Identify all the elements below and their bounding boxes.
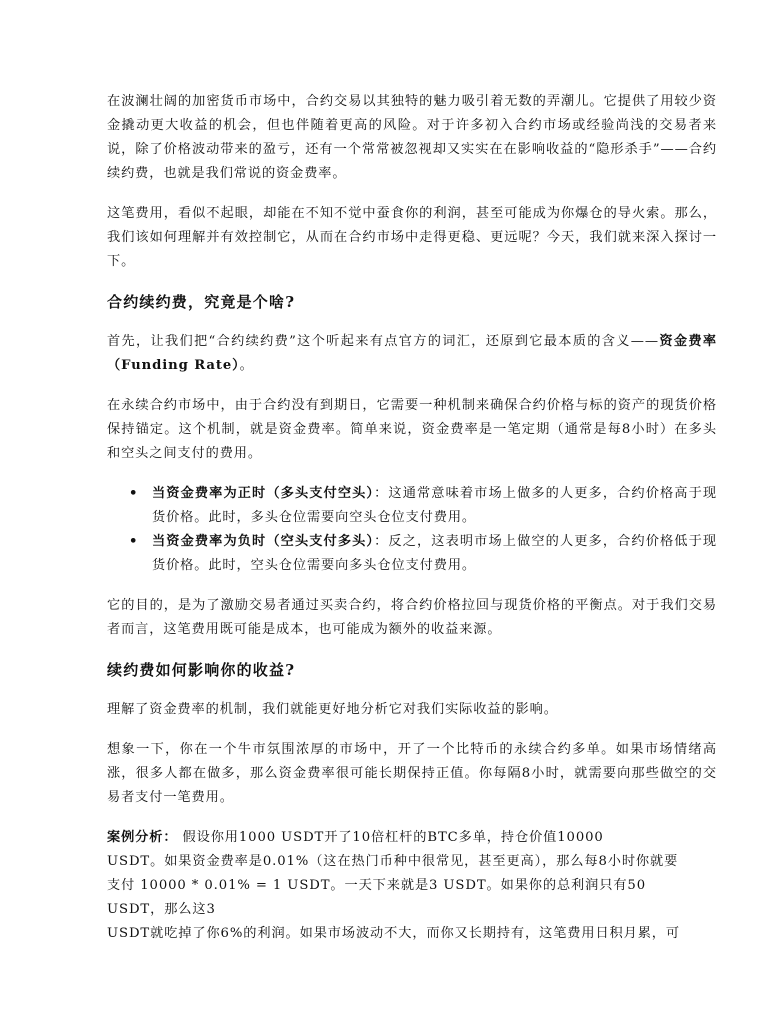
case-study-label: 案例分析： bbox=[107, 830, 178, 845]
scenario-paragraph: 想象一下，你在一个牛市氛围浓厚的市场中，开了一个比特币的永续合约多单。如果市场情绪高涨，很多人都在做多，那么资金费率很可能长期保持正值。你每隔8小时，就需要向那些做空的交易者支付一笔费用。 bbox=[107, 742, 717, 805]
bullet-text: ：这通常意味着市场上做多的人更多，合约价格高于现货价格。此时，多头仓位需要向空头仓位支付费用。 bbox=[152, 486, 717, 525]
case-line: 假设你用1000 USDT开了10倍杠杆的BTC多单，持仓价值10000 bbox=[182, 830, 604, 845]
bullet-icon: • bbox=[129, 534, 139, 549]
case-line: USDT，那么这3 bbox=[107, 902, 216, 917]
bullet-bold-text: 当资金费率为正时（多头支付空头） bbox=[152, 486, 375, 501]
intro-paragraph-2: 这笔费用，看似不起眼，却能在不知不觉中蚕食你的利润，甚至可能成为你爆仓的导火索。那么，我们该如何理解并有效控制它，从而在合约市场中走得更稳、更远呢？今天，我们就来深入探讨一下。 bbox=[107, 206, 717, 269]
case-study-paragraph bbox=[107, 826, 717, 946]
definition-end: 。 bbox=[239, 358, 254, 373]
bullet-icon: • bbox=[129, 486, 139, 501]
bullet-text: ：反之，这表明市场上做空的人更多，合约价格低于现货价格。此时，空头仓位需要向多头仓位支付费用。 bbox=[152, 534, 717, 573]
section-heading-impact: 续约费如何影响你的收益? bbox=[107, 661, 296, 679]
intro-paragraph: 在波澜壮阔的加密货币市场中，合约交易以其独特的魅力吸引着无数的弄潮儿。它提供了用较少资金撬动更大收益的机会，但也伴随着更高的风险。对于许多初入合约市场或经验尚浅的交易者来说，除了价格波动带来的盈亏，还有一个常常被忽视却又实实在在影响收益的“隐形杀手”——合约续约费，也就是我们常说的资金费率。 bbox=[107, 94, 717, 181]
case-line: 支付 10000 * 0.01% = 1 USDT。一天下来就是3 USDT。如果你的总利润只有50 bbox=[107, 878, 646, 893]
list-item bbox=[107, 530, 717, 578]
funding-rate-bullet-list bbox=[107, 482, 717, 578]
definition-paragraph bbox=[107, 330, 717, 378]
case-line: USDT。如果资金费率是0.01%（这在热门币种中很常见，甚至更高），那么每8小时你就要 bbox=[107, 854, 679, 869]
case-line: USDT就吃掉了你6%的利润。如果市场波动不大，而你又长期持有，这笔费用日积月累，可 bbox=[107, 926, 680, 941]
article-body bbox=[107, 90, 717, 946]
purpose-paragraph: 它的目的，是为了激励交易者通过买卖合约，将合约价格拉回与现货价格的平衡点。对于我们交易者而言，这笔费用既可能是成本，也可能成为额外的收益来源。 bbox=[107, 598, 717, 637]
list-item bbox=[107, 482, 717, 530]
section-heading-funding-rate: 合约续约费，究竟是个啥? bbox=[107, 293, 296, 311]
funding-rate-term: 资金费率（Funding Rate） bbox=[107, 334, 717, 373]
mechanism-paragraph: 在永续合约市场中，由于合约没有到期日，它需要一种机制来确保合约价格与标的资产的现货价格保持锚定。这个机制，就是资金费率。简单来说，资金费率是一笔定期（通常是每8小时）在多头和空头之间支付的费用。 bbox=[107, 398, 717, 461]
definition-text: 首先，让我们把“合约续约费”这个听起来有点官方的词汇，还原到它最本质的含义—— bbox=[107, 334, 659, 349]
impact-paragraph: 理解了资金费率的机制，我们就能更好地分析它对我们实际收益的影响。 bbox=[107, 702, 558, 717]
bullet-bold-text: 当资金费率为负时（空头支付多头） bbox=[152, 534, 375, 549]
